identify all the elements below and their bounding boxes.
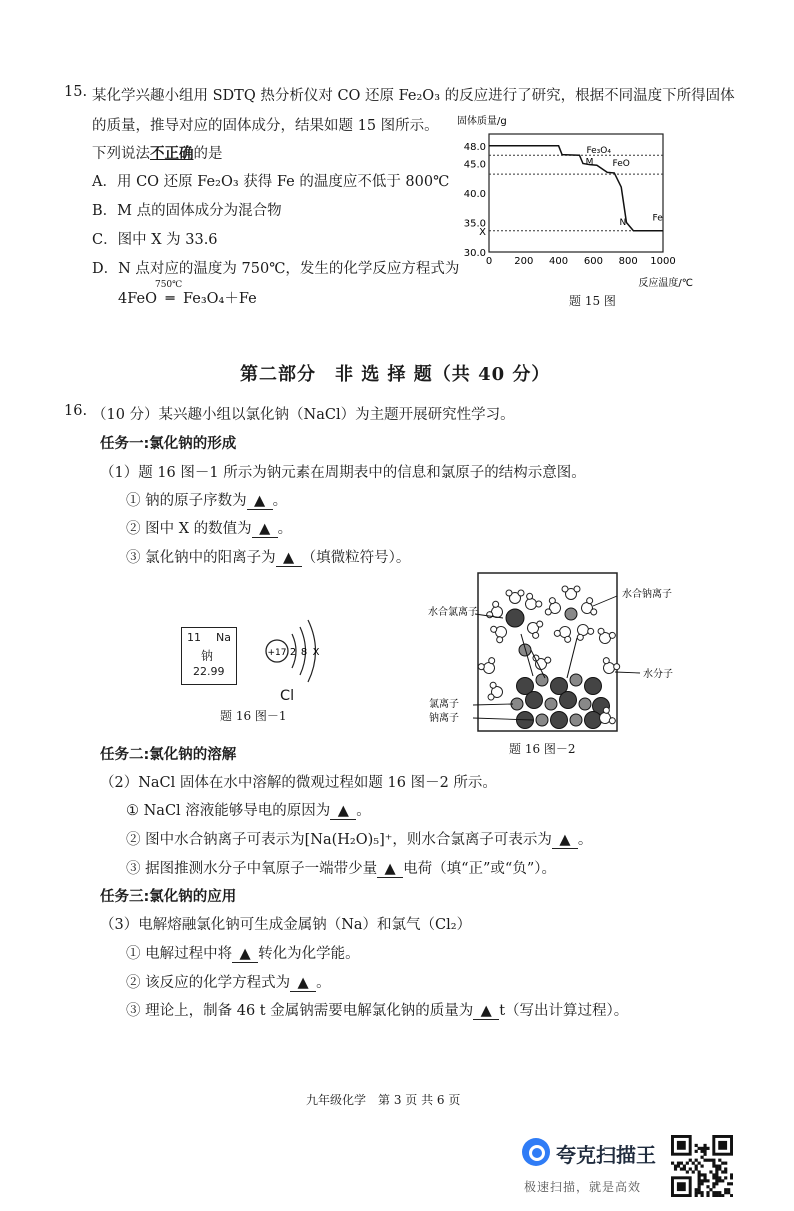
qr-module [698, 1176, 701, 1179]
annotation-label: Fe [652, 213, 663, 224]
water-molecule [572, 621, 594, 642]
qr-module [724, 1176, 727, 1179]
qr-module [695, 1165, 698, 1168]
qr-module [715, 1176, 718, 1179]
label-sodium-ion: 钠离子 [429, 713, 459, 724]
label-chloride-ion: 氯离子 [429, 699, 459, 710]
answer-blank[interactable]: ▲ [377, 861, 403, 878]
label-water-molecule: 水分子 [643, 669, 673, 680]
chloride-ion [506, 609, 524, 627]
item-text-post: （填微粒符号）。 [301, 550, 411, 566]
y-tick-label: 48.0 [463, 141, 486, 153]
qr-module [730, 1182, 733, 1185]
qr-module [712, 1194, 715, 1197]
chloride-ion [526, 692, 543, 709]
annotation-label: FeO [612, 158, 630, 169]
y-tick-label: 40.0 [463, 189, 486, 200]
qr-module [721, 1194, 724, 1197]
water-molecule [579, 597, 598, 619]
shell-3-count: X [312, 647, 320, 658]
water-molecule [486, 600, 507, 622]
chloride-ion [551, 712, 568, 729]
qr-module [715, 1179, 718, 1182]
label-pointer [473, 704, 513, 705]
y-axis-label: 固体质量/g [457, 116, 507, 127]
qr-module [724, 1188, 727, 1191]
qr-module [701, 1165, 704, 1168]
qr-module [715, 1170, 718, 1173]
fig16-2-caption: 题 16 图－2 [509, 742, 576, 756]
q15-option-c: C．图中 X 为 33.6 [92, 232, 218, 248]
scanner-slogan: 极速扫描，就是高效 [524, 1180, 642, 1194]
qr-module [689, 1167, 692, 1170]
qr-module [712, 1159, 715, 1162]
qr-module [674, 1167, 677, 1170]
qr-module [698, 1185, 701, 1188]
q16-number: 16. [64, 403, 88, 419]
q16-part2: （2）NaCl 固体在水中溶解的微观过程如题 16 图－2 所示。 [100, 775, 497, 791]
chloride-ion [585, 712, 602, 729]
scanner-brand: 夸克扫描王 [556, 1143, 656, 1167]
qr-module [695, 1167, 698, 1170]
item-text-post: 电荷（填“正”或“负”）。 [403, 861, 557, 877]
item-text-post: 。 [277, 521, 293, 537]
qr-module [706, 1194, 709, 1197]
chloride-ion [585, 678, 602, 695]
chlorine-label: Cl [280, 688, 295, 704]
annotation-label: Fe₃O₄ [586, 145, 611, 156]
item-text: ② 图中 X 的数值为 [126, 521, 252, 537]
annotation-label: M [585, 157, 594, 168]
qr-module [730, 1176, 733, 1179]
qr-module [695, 1159, 698, 1162]
part2-title: 第二部分 非 选 择 题（共 40 分） [240, 364, 551, 385]
qr-module [695, 1150, 698, 1153]
qr-module [727, 1191, 730, 1194]
qr-module [724, 1167, 727, 1170]
sodium-ion [565, 608, 577, 620]
qr-module [715, 1194, 718, 1197]
qr-module [692, 1170, 695, 1173]
hydrogen-atom [490, 682, 497, 689]
x-tick-label: 1000 [650, 256, 676, 267]
qr-module [709, 1159, 712, 1162]
water-molecule [553, 623, 575, 644]
qr-module [715, 1173, 718, 1176]
q16-3-item2 [126, 971, 331, 992]
item-text: ① 钠的原子序数为 [126, 493, 247, 509]
item-text: ① NaCl 溶液能够导电的原因为 [126, 803, 331, 819]
equation-arrow: 750℃ ═ [154, 280, 183, 307]
qr-module [712, 1185, 715, 1188]
equation-left: 4FeO [118, 291, 157, 307]
hydrogen-atom [488, 694, 495, 701]
qr-module [715, 1165, 718, 1168]
atomic-mass: 22.99 [193, 665, 225, 678]
q15-chart [455, 112, 695, 292]
qr-module [712, 1176, 715, 1179]
sodium-element-card [181, 627, 237, 685]
water-molecule [488, 682, 504, 702]
q15-prompt-emphasis: 不正确 [150, 146, 194, 162]
qr-module [698, 1170, 701, 1173]
qr-module [706, 1179, 709, 1182]
qr-module [683, 1167, 686, 1170]
qr-module [715, 1191, 718, 1194]
q15-equation [118, 280, 257, 308]
qr-module [703, 1144, 706, 1147]
q16-1-item3 [126, 546, 410, 567]
answer-blank[interactable]: ▲ [473, 1003, 499, 1020]
qr-module [701, 1147, 704, 1150]
qr-module [724, 1191, 727, 1194]
qr-module [730, 1194, 733, 1197]
water-molecule [477, 657, 499, 678]
qr-module [706, 1159, 709, 1162]
chloride-ion [560, 692, 577, 709]
q16-1-item1 [126, 489, 287, 510]
page-footer: 九年级化学 第 3 页 共 6 页 [306, 1093, 461, 1107]
qr-module [701, 1194, 704, 1197]
fig16-1-caption: 题 16 图－1 [220, 709, 287, 723]
answer-blank[interactable]: ▲ [232, 946, 258, 963]
qr-module [683, 1165, 686, 1168]
qr-module [695, 1188, 698, 1191]
mass-curve [489, 146, 663, 231]
q15-prompt-post: 的是 [193, 146, 223, 162]
item-text-post: t（写出计算过程）。 [499, 1003, 629, 1019]
element-name: 钠 [201, 649, 214, 663]
qr-module [698, 1179, 701, 1182]
y-tick-label: 35.0 [463, 218, 486, 230]
hydrogen-atom [574, 586, 580, 592]
qr-module [677, 1165, 680, 1168]
q15-prompt-pre: 下列说法 [92, 146, 150, 162]
annotation-label: N [619, 217, 627, 228]
element-symbol: Na [216, 631, 231, 644]
item-text-post: 。 [356, 803, 371, 819]
qr-module [698, 1191, 701, 1194]
qr-module [718, 1159, 721, 1162]
answer-blank[interactable]: ▲ [276, 550, 302, 567]
q15-stem-line2: 的质量，推导对应的固体成分，结果如题 15 图所示。 [92, 118, 439, 134]
water-molecule [525, 618, 544, 640]
qr-module [718, 1194, 721, 1197]
q15-stem-line1: 某化学兴趣小组用 SDTQ 热分析仪对 CO 还原 Fe₂O₃ 的反应进行了研究，根据不同温度下所得固体 [92, 88, 735, 104]
q16-3-item3 [126, 999, 628, 1020]
sodium-ion [545, 698, 557, 710]
qr-module [701, 1182, 704, 1185]
qr-module [703, 1147, 706, 1150]
qr-module [730, 1173, 733, 1176]
qr-module [695, 1194, 698, 1197]
water-molecule [562, 586, 580, 600]
q15-figure-caption: 题 15 图 [569, 294, 616, 308]
hydrogen-atom [518, 590, 524, 596]
label-pointer [593, 596, 617, 606]
hydrogen-atom [544, 657, 551, 664]
water-molecule [506, 590, 524, 604]
q15-number: 15. [64, 84, 88, 100]
qr-module [680, 1162, 683, 1165]
qr-module [695, 1191, 698, 1194]
sodium-ion [570, 714, 582, 726]
qr-finder-core [677, 1182, 686, 1191]
qr-module [712, 1165, 715, 1168]
qr-module [718, 1176, 721, 1179]
qr-module [718, 1191, 721, 1194]
answer-blank[interactable]: ▲ [552, 832, 578, 849]
task3-heading: 任务三:氯化钠的应用 [100, 889, 237, 905]
x-tick-label: 400 [549, 256, 569, 267]
qr-module [703, 1159, 706, 1162]
sodium-ion [519, 644, 531, 656]
qr-module [721, 1179, 724, 1182]
qr-module [721, 1162, 724, 1165]
sodium-ion [536, 714, 548, 726]
shell-2-count: 8 [300, 647, 308, 658]
hydrogen-atom [562, 586, 568, 592]
qr-module [671, 1162, 674, 1165]
water-molecule [490, 621, 511, 643]
qr-module [703, 1150, 706, 1153]
item-text-post: 。 [577, 832, 593, 848]
answer-blank[interactable]: ▲ [330, 803, 356, 820]
qr-module [712, 1182, 715, 1185]
qr-module [712, 1173, 715, 1176]
item-text: ② 该反应的化学方程式为 [126, 975, 291, 991]
x-tick-label: 600 [583, 256, 603, 267]
water-molecule [595, 627, 617, 646]
qr-module [703, 1173, 706, 1176]
qr-module [712, 1162, 715, 1165]
q16-2-item2 [126, 828, 592, 849]
qr-module [715, 1167, 718, 1170]
label-pointer [615, 672, 640, 673]
qr-module [698, 1147, 701, 1150]
qr-module [698, 1182, 701, 1185]
q15-option-d: D．N 点对应的温度为 750℃，发生的化学反应方程式为 [92, 261, 460, 277]
qr-module [686, 1170, 689, 1173]
equation-right: Fe₃O₄＋Fe [182, 291, 257, 307]
plot-frame [489, 134, 663, 252]
q16-2-item3 [126, 857, 556, 878]
qr-module [674, 1165, 677, 1168]
qr-module [698, 1162, 701, 1165]
scanner-logo-icon [522, 1138, 550, 1166]
qr-module [686, 1162, 689, 1165]
qr-module [715, 1182, 718, 1185]
item-text: ③ 理论上，制备 46 t 金属钠需要电解氯化钠的质量为 [126, 1003, 474, 1019]
item-text: ② 图中水合钠离子可表示为[Na(H₂O)₅]⁺，则水合氯离子可表示为 [126, 832, 552, 848]
nucleus-charge: +17 [267, 648, 287, 658]
qr-module [718, 1167, 721, 1170]
x-tick-label: 200 [514, 256, 534, 267]
shell-1-count: 2 [289, 647, 297, 658]
x-tick-label: 800 [618, 256, 638, 267]
qr-module [727, 1182, 730, 1185]
q16-1-item2 [126, 517, 292, 538]
x-tick-label: 0 [485, 256, 493, 267]
qr-module [706, 1191, 709, 1194]
qr-module [718, 1179, 721, 1182]
qr-module [695, 1144, 698, 1147]
qr-module [724, 1162, 727, 1165]
qr-module [724, 1170, 727, 1173]
y-tick-label: 30.0 [463, 248, 486, 259]
qr-module [706, 1147, 709, 1150]
qr-module [727, 1188, 730, 1191]
qr-module [706, 1185, 709, 1188]
qr-module [701, 1156, 704, 1159]
label-hydrated-na: 水合钠离子 [622, 589, 672, 600]
equation-condition: 750℃ [154, 280, 183, 290]
q15-option-a: A．用 CO 还原 Fe₂O₃ 获得 Fe 的温度应不低于 800℃ [92, 174, 450, 190]
qr-module [718, 1165, 721, 1168]
qr-module [703, 1176, 706, 1179]
item-text: ③ 氯化钠中的阳离子为 [126, 550, 276, 566]
qr-module [701, 1179, 704, 1182]
y-tick-label-x: X [479, 226, 486, 238]
label-hydrated-cl: 水合氯离子 [428, 607, 478, 618]
item-text-post: 。 [316, 975, 331, 991]
q16-part1: （1）题 16 图－1 所示为钠元素在周期表中的信息和氯原子的结构示意图。 [100, 465, 586, 481]
answer-blank[interactable]: ▲ [247, 493, 273, 510]
qr-module [689, 1159, 692, 1162]
sodium-ion [536, 674, 548, 686]
y-tick-label: 45.0 [463, 159, 486, 171]
q16-part3: （3）电解熔融氯化钠可生成金属钠（Na）和氯气（Cl₂） [100, 917, 472, 933]
qr-module [721, 1170, 724, 1173]
nacl-dissolution-diagram [425, 568, 675, 736]
water-molecule [521, 592, 543, 614]
qr-module [698, 1188, 701, 1191]
item-text: ① 电解过程中将 [126, 946, 233, 962]
qr-module [692, 1162, 695, 1165]
task2-heading: 任务二:氯化钠的溶解 [100, 747, 237, 763]
qr-finder-core [718, 1141, 727, 1150]
sodium-ion [570, 674, 582, 686]
q16-intro: （10 分）某兴趣小组以氯化钠（NaCl）为主题开展研究性学习。 [92, 407, 515, 423]
motion-arrow [567, 638, 577, 678]
answer-blank[interactable]: ▲ [252, 521, 278, 538]
hydrogen-atom [506, 590, 512, 596]
qr-module [677, 1162, 680, 1165]
chlorine-atom-diagram [262, 610, 332, 692]
qr-module [712, 1191, 715, 1194]
qr-module [698, 1173, 701, 1176]
item-text-post: 。 [272, 493, 288, 509]
qr-module [703, 1179, 706, 1182]
atomic-number: 11 [187, 631, 201, 644]
q16-3-item1 [126, 942, 360, 963]
qr-finder-core [677, 1141, 686, 1150]
qr-code-icon [671, 1135, 733, 1197]
water-molecule [544, 597, 563, 619]
qr-module [680, 1167, 683, 1170]
item-text-post: 转化为化学能。 [258, 946, 360, 962]
qr-module [701, 1173, 704, 1176]
qr-module [709, 1188, 712, 1191]
answer-blank[interactable]: ▲ [290, 975, 316, 992]
item-text: ③ 据图推测水分子中氧原子一端带少量 [126, 861, 378, 877]
qr-module [701, 1150, 704, 1153]
x-axis-label: 反应温度/℃ [638, 278, 693, 289]
qr-module [701, 1191, 704, 1194]
qr-module [709, 1170, 712, 1173]
q15-prompt [92, 142, 223, 163]
q16-2-item1 [126, 799, 371, 820]
qr-module [703, 1153, 706, 1156]
task1-heading: 任务一:氯化钠的形成 [100, 436, 237, 452]
q15-option-b: B．M 点的固体成分为混合物 [92, 203, 282, 219]
sodium-ion [579, 698, 591, 710]
